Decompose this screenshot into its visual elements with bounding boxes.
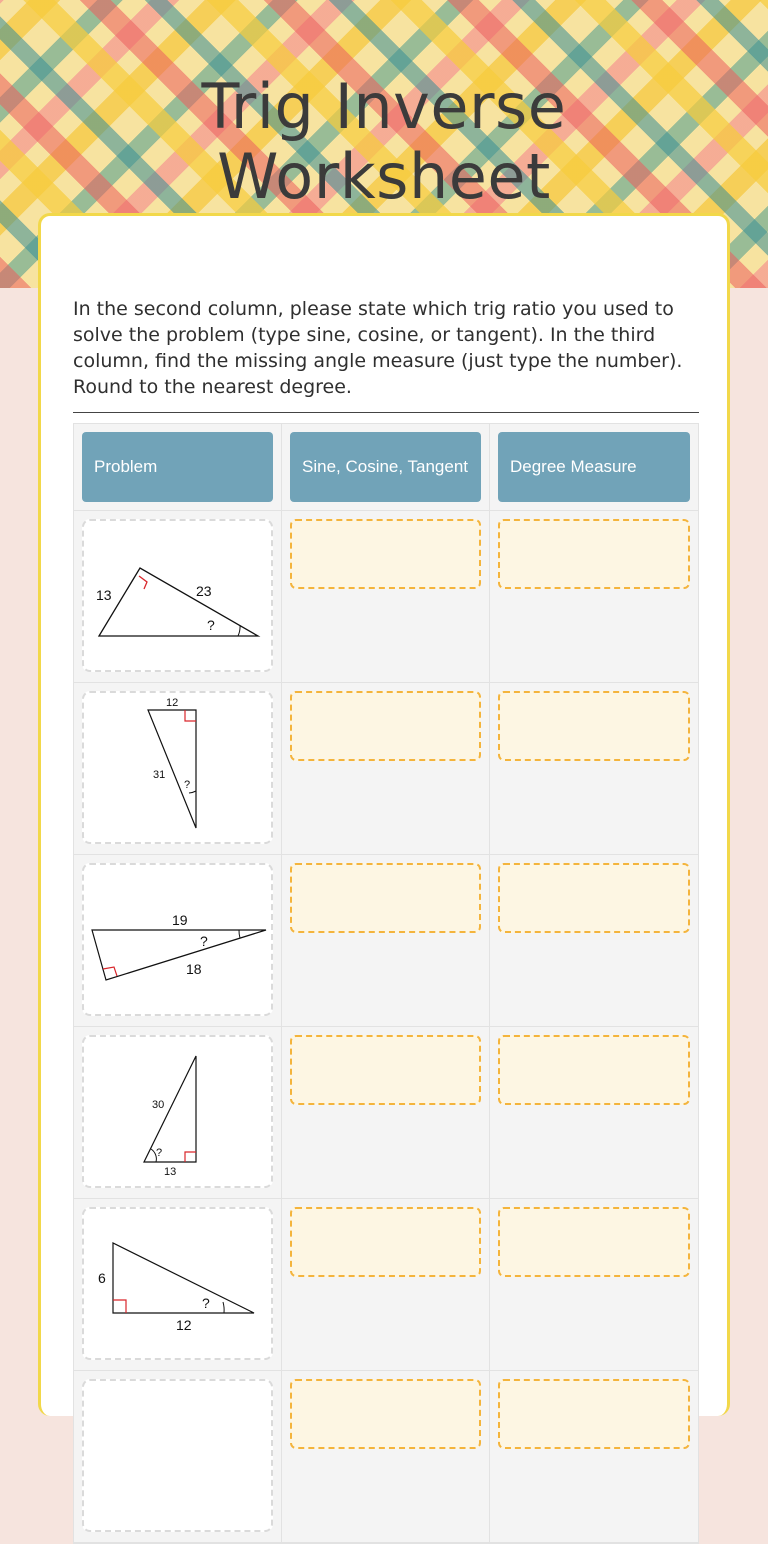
ratio-input-1[interactable] [290,519,481,589]
degree-input-3[interactable] [498,863,690,933]
degree-input-6[interactable] [498,1379,690,1449]
worksheet-table [73,423,699,1544]
table-row [74,1199,698,1371]
p2-label-hyp: 31 [152,768,165,781]
problem-5-figure [82,1207,273,1360]
problem-2-figure [82,691,273,844]
header-problem: Problem [82,432,273,502]
triangle-5 [88,1229,268,1339]
ratio-input-6[interactable] [290,1379,481,1449]
title-line-1: Trig Inverse [201,70,567,143]
degree-input-4[interactable] [498,1035,690,1105]
p2-label-top: 12 [165,697,178,709]
ratio-input-5[interactable] [290,1207,481,1277]
header-degree-measure: Degree Measure [498,432,690,502]
triangle-1 [88,546,268,646]
p2-label-angle: ? [183,778,190,791]
p4-label-base: 13 [163,1165,176,1178]
divider [73,412,699,413]
p1-label-side-a: 13 [95,586,112,603]
triangle-2 [88,698,268,838]
triangle-3 [86,890,270,990]
p1-label-angle: ? [206,616,215,633]
p3-label-bottom: 18 [185,960,202,977]
ratio-input-2[interactable] [290,691,481,761]
problem-4-figure [82,1035,273,1188]
p3-label-top: 19 [171,911,188,928]
triangle-4 [88,1042,268,1182]
problem-1-figure [82,519,273,672]
table-header-row [74,424,698,511]
p1-label-side-b: 23 [195,582,212,599]
problem-3-figure [82,863,273,1016]
table-row [74,855,698,1027]
p4-label-angle: ? [155,1146,162,1159]
degree-input-1[interactable] [498,519,690,589]
ratio-input-4[interactable] [290,1035,481,1105]
table-row [74,1371,698,1543]
worksheet-card [38,213,730,1416]
table-row [74,1027,698,1199]
page-title [0,72,768,212]
degree-input-5[interactable] [498,1207,690,1277]
problem-6-figure [82,1379,273,1532]
p4-label-hyp: 30 [151,1098,164,1111]
degree-input-2[interactable] [498,691,690,761]
table-row [74,511,698,683]
ratio-input-3[interactable] [290,863,481,933]
header-trig-ratio: Sine, Cosine, Tangent [290,432,481,502]
table-row [74,683,698,855]
p5-label-side: 6 [97,1269,106,1286]
p5-label-angle: ? [201,1294,210,1311]
instructions-text: In the second column, please state which trig ratio you used to solve the problem (type sine, cosine, or tangent). In the third column, find the missing angle measure (just type the number). Round to the nearest degree. [73,298,683,398]
p5-label-base: 12 [175,1316,192,1333]
title-line-2: Worksheet [217,140,551,213]
p3-label-angle: ? [199,932,208,949]
